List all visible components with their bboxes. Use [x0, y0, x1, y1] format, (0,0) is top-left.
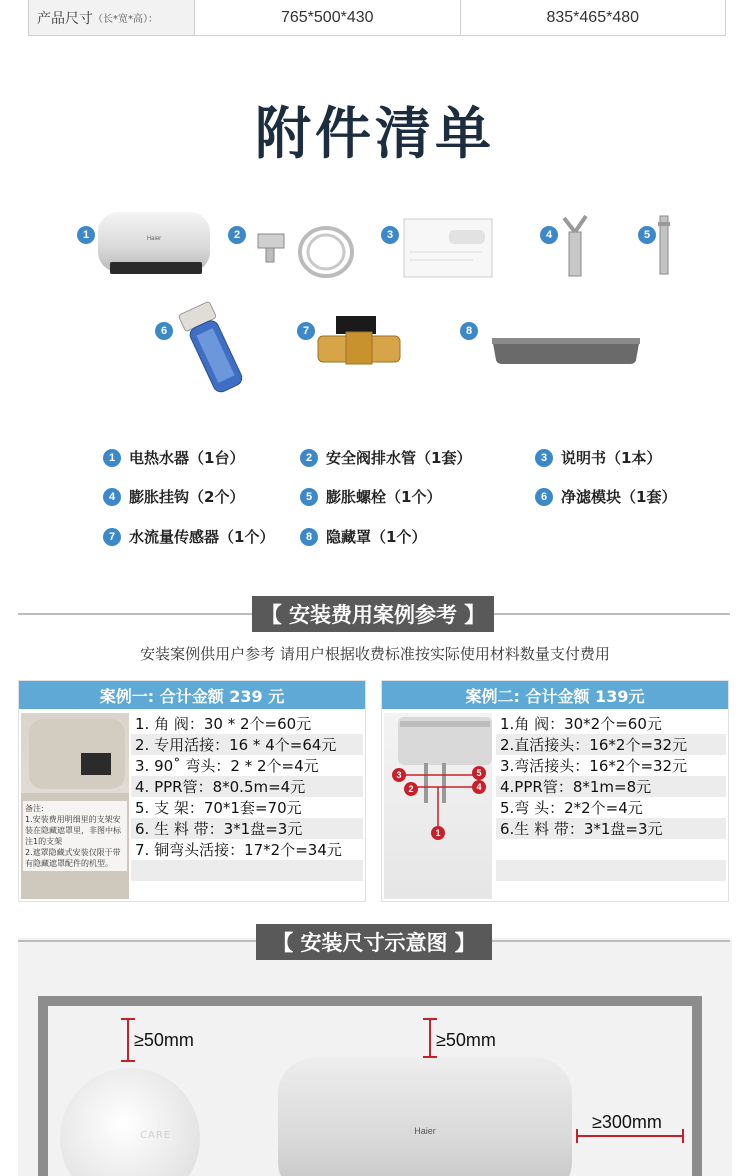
- dim-line-left: [127, 1018, 129, 1062]
- accessory-item-6: [535, 486, 676, 507]
- case-two-photo: [384, 713, 492, 899]
- list-label-1: 电热水器（1台）: [129, 449, 245, 467]
- list-label-2: 安全阀排水管（1套）: [326, 449, 472, 467]
- dim-label-top-left: ≥50mm: [134, 1030, 194, 1050]
- list-num-2: 2: [300, 449, 318, 467]
- case-one-line: 3. 90˚ 弯头：2 * 2个=4元: [135, 757, 319, 775]
- case-two-line-blank: [496, 839, 726, 860]
- hook-icon: [560, 214, 590, 282]
- case-one-line: 1. 角 阀：30 * 2个=60元: [135, 715, 312, 733]
- accessory-item-4: [103, 486, 244, 507]
- heater-brand-logo: Haier: [414, 1126, 436, 1136]
- accessory-number-2: 2: [228, 226, 246, 244]
- note-line-2: 2.遮罩隐藏式安装仅限于带有隐藏遮罩配件的机型。: [25, 848, 121, 868]
- dim-tick-left-top: [121, 1018, 135, 1020]
- list-label-5: 膨胀螺栓（1个）: [326, 488, 442, 506]
- accessory-item-8: [300, 526, 426, 547]
- accessory-item-3: [535, 447, 661, 468]
- spec-value-a: 765*500*430: [280, 8, 374, 26]
- case-one-header: 案例一: 合计金额 239 元: [19, 681, 365, 709]
- dim-tick-side-left: [576, 1129, 578, 1143]
- case-two-card: [381, 680, 729, 902]
- case-two-line: 5.弯 头：2*2个=4元: [500, 799, 643, 817]
- water-heater-icon: [96, 210, 212, 278]
- dim-tick-right-bottom: [423, 1056, 437, 1058]
- accessory-number-5: 5: [638, 226, 656, 244]
- fee-section-subtitle: 安装案例供用户参考 请用户根据收费标准按实际使用材料数量支付费用: [140, 645, 610, 663]
- case-two-line: 2.直活接头：16*2个=32元: [496, 734, 726, 755]
- accessory-item-1: [103, 447, 244, 468]
- spec-value-b: 835*465*480: [460, 0, 726, 35]
- accessory-number-3: 3: [381, 226, 399, 244]
- note-title: 备注:: [25, 804, 44, 813]
- list-num-8: 8: [300, 528, 318, 546]
- list-label-3: 说明书（1本）: [561, 449, 662, 467]
- case-two-marker-2: 2: [404, 782, 418, 796]
- list-num-7: 7: [103, 528, 121, 546]
- accessory-number-4: 4: [540, 226, 558, 244]
- spec-label-text: 产品尺寸: [37, 10, 93, 27]
- heater-watermark: CARE: [140, 1130, 172, 1141]
- page-title: 附件清单: [255, 102, 495, 167]
- note-line-1: 1.安装费用明细里的支架安装在隐藏遮罩里，非图中标注1的支架: [25, 815, 121, 846]
- case-one-note: [23, 801, 127, 871]
- accessory-number-8: 8: [460, 322, 478, 340]
- list-num-4: 4: [103, 488, 121, 506]
- accessory-number-1: 1: [77, 226, 95, 244]
- list-num-1: 1: [103, 449, 121, 467]
- heater-front-view: [278, 1058, 572, 1176]
- dim-tick-side-right: [682, 1129, 684, 1143]
- list-label-4: 膨胀挂钩（2个）: [129, 488, 245, 506]
- case-one-line: 5. 支 架：70*1套=70元: [135, 799, 302, 817]
- dim-line-side: [576, 1135, 684, 1137]
- case-one-card: [18, 680, 366, 902]
- manual-icon: [403, 218, 493, 284]
- dim-label-top-right: ≥50mm: [436, 1030, 496, 1050]
- list-label-8: 隐藏罩（1个）: [326, 528, 427, 546]
- case-two-line: 6.生 料 带：3*1盘=3元: [496, 818, 726, 839]
- case-two-marker-4: 4: [472, 780, 486, 794]
- dim-tick-right-top: [423, 1018, 437, 1020]
- case-two-marker-5: 5: [472, 766, 486, 780]
- case-two-line-blank: [496, 860, 726, 881]
- fee-section-title: 【 安装费用案例参考 】: [252, 596, 494, 632]
- cover-icon: [490, 336, 642, 370]
- size-section-title: 【 安装尺寸示意图 】: [256, 924, 492, 960]
- spec-label-small: （长*宽*高）：: [93, 14, 158, 25]
- case-two-line: 1.角 阀：30*2个=60元: [500, 715, 662, 733]
- bolt-icon: [656, 212, 672, 282]
- accessory-item-2: [300, 447, 471, 468]
- case-one-line: 2. 专用活接：16 * 4个=64元: [131, 734, 363, 755]
- case-two-line: 4.PPR管：8*1m=8元: [496, 776, 726, 797]
- case-one-line: 4. PPR管：8*0.5m=4元: [131, 776, 363, 797]
- dim-label-side: ≥300mm: [592, 1112, 662, 1132]
- dim-line-right: [429, 1018, 431, 1058]
- case-two-marker-3: 3: [392, 768, 406, 782]
- accessory-item-5: [300, 486, 441, 507]
- list-num-3: 3: [535, 449, 553, 467]
- list-label-7: 水流量传感器（1个）: [129, 528, 275, 546]
- case-two-header: 案例二: 合计金额 139元: [382, 681, 728, 709]
- accessory-number-6: 6: [155, 322, 173, 340]
- safety-valve-icon: [254, 220, 358, 286]
- list-num-5: 5: [300, 488, 318, 506]
- case-two-line: 3.弯活接头：16*2个=32元: [500, 757, 688, 775]
- flow-sensor-icon: [316, 314, 402, 372]
- accessory-item-7: [103, 526, 274, 547]
- spec-row: [28, 0, 726, 36]
- case-one-photo: [21, 713, 129, 899]
- accessory-number-7: 7: [297, 322, 315, 340]
- case-one-line: 6. 生 料 带：3*1盘=3元: [131, 818, 363, 839]
- case-one-list: [131, 713, 363, 881]
- water-heater-brand: Haier: [146, 236, 162, 242]
- case-two-list: [496, 713, 726, 881]
- list-label-6: 净滤模块（1套）: [561, 488, 677, 506]
- case-one-line: 7. 铜弯头活接：17*2个=34元: [135, 841, 342, 859]
- spec-label: [29, 0, 195, 35]
- list-num-6: 6: [535, 488, 553, 506]
- filter-icon: [178, 300, 248, 404]
- case-two-marker-1: 1: [431, 826, 445, 840]
- case-one-line-blank: [131, 860, 363, 881]
- dim-tick-left-bottom: [121, 1060, 135, 1062]
